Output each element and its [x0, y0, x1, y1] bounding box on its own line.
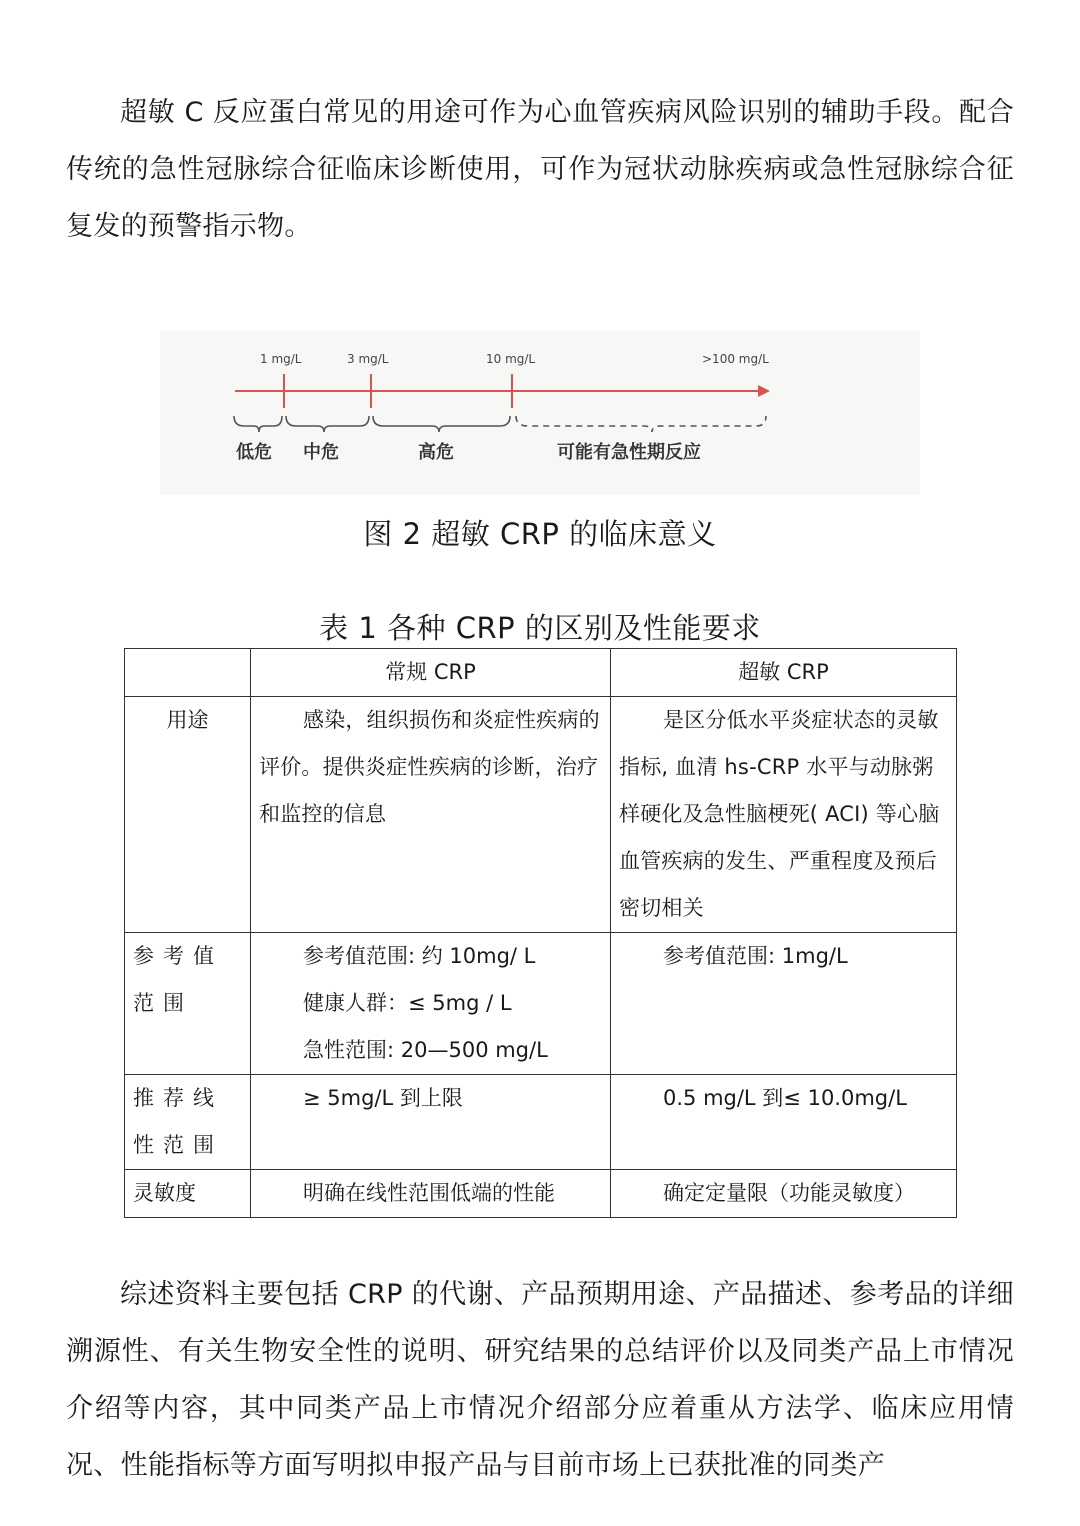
crp-comparison-table — [124, 648, 957, 1218]
linear-conventional-text: ≥ 5mg/L 到上限 — [303, 1086, 463, 1110]
row-label-sensitivity: 灵敏度 — [125, 1170, 251, 1218]
reference-hs-cell — [611, 933, 957, 1075]
linear-hs-cell — [611, 1075, 957, 1170]
usage-hs-text: 是区分低水平炎症状态的灵敏指标, 血清 hs-CRP 水平与动脉粥样硬化及急性脑梗死( ACI) 等心脑血管疾病的发生、严重程度及预后密切相关 — [619, 708, 940, 920]
table-row-reference-range — [125, 933, 957, 1075]
header-hs-crp: 超敏 CRP — [611, 649, 957, 697]
sensitivity-conventional-text: 明确在线性范围低端的性能 — [303, 1181, 555, 1205]
zone-label-acute: 可能有急性期反应 — [557, 442, 701, 463]
crp-clinical-significance-figure — [160, 330, 920, 495]
brace-medium — [286, 416, 369, 432]
zone-label-medium: 中危 — [303, 442, 339, 463]
tick-label-10: 10 mg/L — [486, 352, 536, 366]
linear-hs-text: 0.5 mg/L 到≤ 10.0mg/L — [663, 1086, 907, 1110]
reference-conventional-cell — [251, 933, 611, 1075]
summary-paragraph: 综述资料主要包括 CRP 的代谢、产品预期用途、产品描述、参考品的详细溯源性、有关生物安全性的说明、研究结果的总结评价以及同类产品上市情况介绍等内容，其中同类产品上市情况介绍部分应着重从方法学、临床应用情况、性能指标等方面写明拟申报产品与目前市场上已获批准的同类产 — [66, 1279, 1014, 1481]
brace-low — [234, 416, 282, 432]
tick-label-100: >100 mg/L — [702, 352, 769, 366]
brace-acute — [516, 416, 766, 432]
zone-label-low: 低危 — [236, 442, 272, 463]
table-caption: 表 1 各种 CRP 的区别及性能要求 — [319, 611, 761, 645]
usage-conventional-cell — [251, 697, 611, 933]
tick-label-1: 1 mg/L — [260, 352, 302, 366]
table-header-row — [125, 649, 957, 697]
reference-conventional-line-2: 健康人群：≤ 5mg / L — [303, 991, 512, 1015]
row-label-reference-range: 参考值范围 — [125, 933, 251, 1075]
sensitivity-hs-cell — [611, 1170, 957, 1218]
zone-label-high: 高危 — [418, 442, 454, 463]
brace-high — [373, 416, 510, 432]
reference-hs-line-1: 参考值范围: 1mg/L — [663, 944, 848, 968]
figure-caption: 图 2 超敏 CRP 的临床意义 — [363, 517, 717, 551]
linear-conventional-cell — [251, 1075, 611, 1170]
sensitivity-hs-text: 确定定量限（功能灵敏度） — [663, 1181, 915, 1205]
table-row-linear-range — [125, 1075, 957, 1170]
header-empty-cell — [125, 649, 251, 697]
header-conventional-crp: 常规 CRP — [251, 649, 611, 697]
table-row-sensitivity — [125, 1170, 957, 1218]
reference-conventional-line-1: 参考值范围: 约 10mg/ L — [303, 944, 536, 968]
row-label-linear-range: 推荐线性范围 — [125, 1075, 251, 1170]
axis-arrowhead — [758, 385, 770, 397]
row-label-usage: 用途 — [125, 697, 251, 933]
usage-hs-cell — [611, 697, 957, 933]
sensitivity-conventional-cell — [251, 1170, 611, 1218]
crp-scale-diagram — [160, 330, 920, 495]
usage-conventional-text: 感染，组织损伤和炎症性疾病的评价。提供炎症性疾病的诊断，治疗和监控的信息 — [259, 708, 600, 826]
reference-conventional-line-3: 急性范围: 20—500 mg/L — [303, 1038, 548, 1062]
tick-label-3: 3 mg/L — [347, 352, 389, 366]
table-row-usage — [125, 697, 957, 933]
intro-paragraph: 超敏 C 反应蛋白常见的用途可作为心血管疾病风险识别的辅助手段。配合传统的急性冠脉综合征临床诊断使用，可作为冠状动脉疾病或急性冠脉综合征复发的预警指示物。 — [66, 97, 1014, 242]
